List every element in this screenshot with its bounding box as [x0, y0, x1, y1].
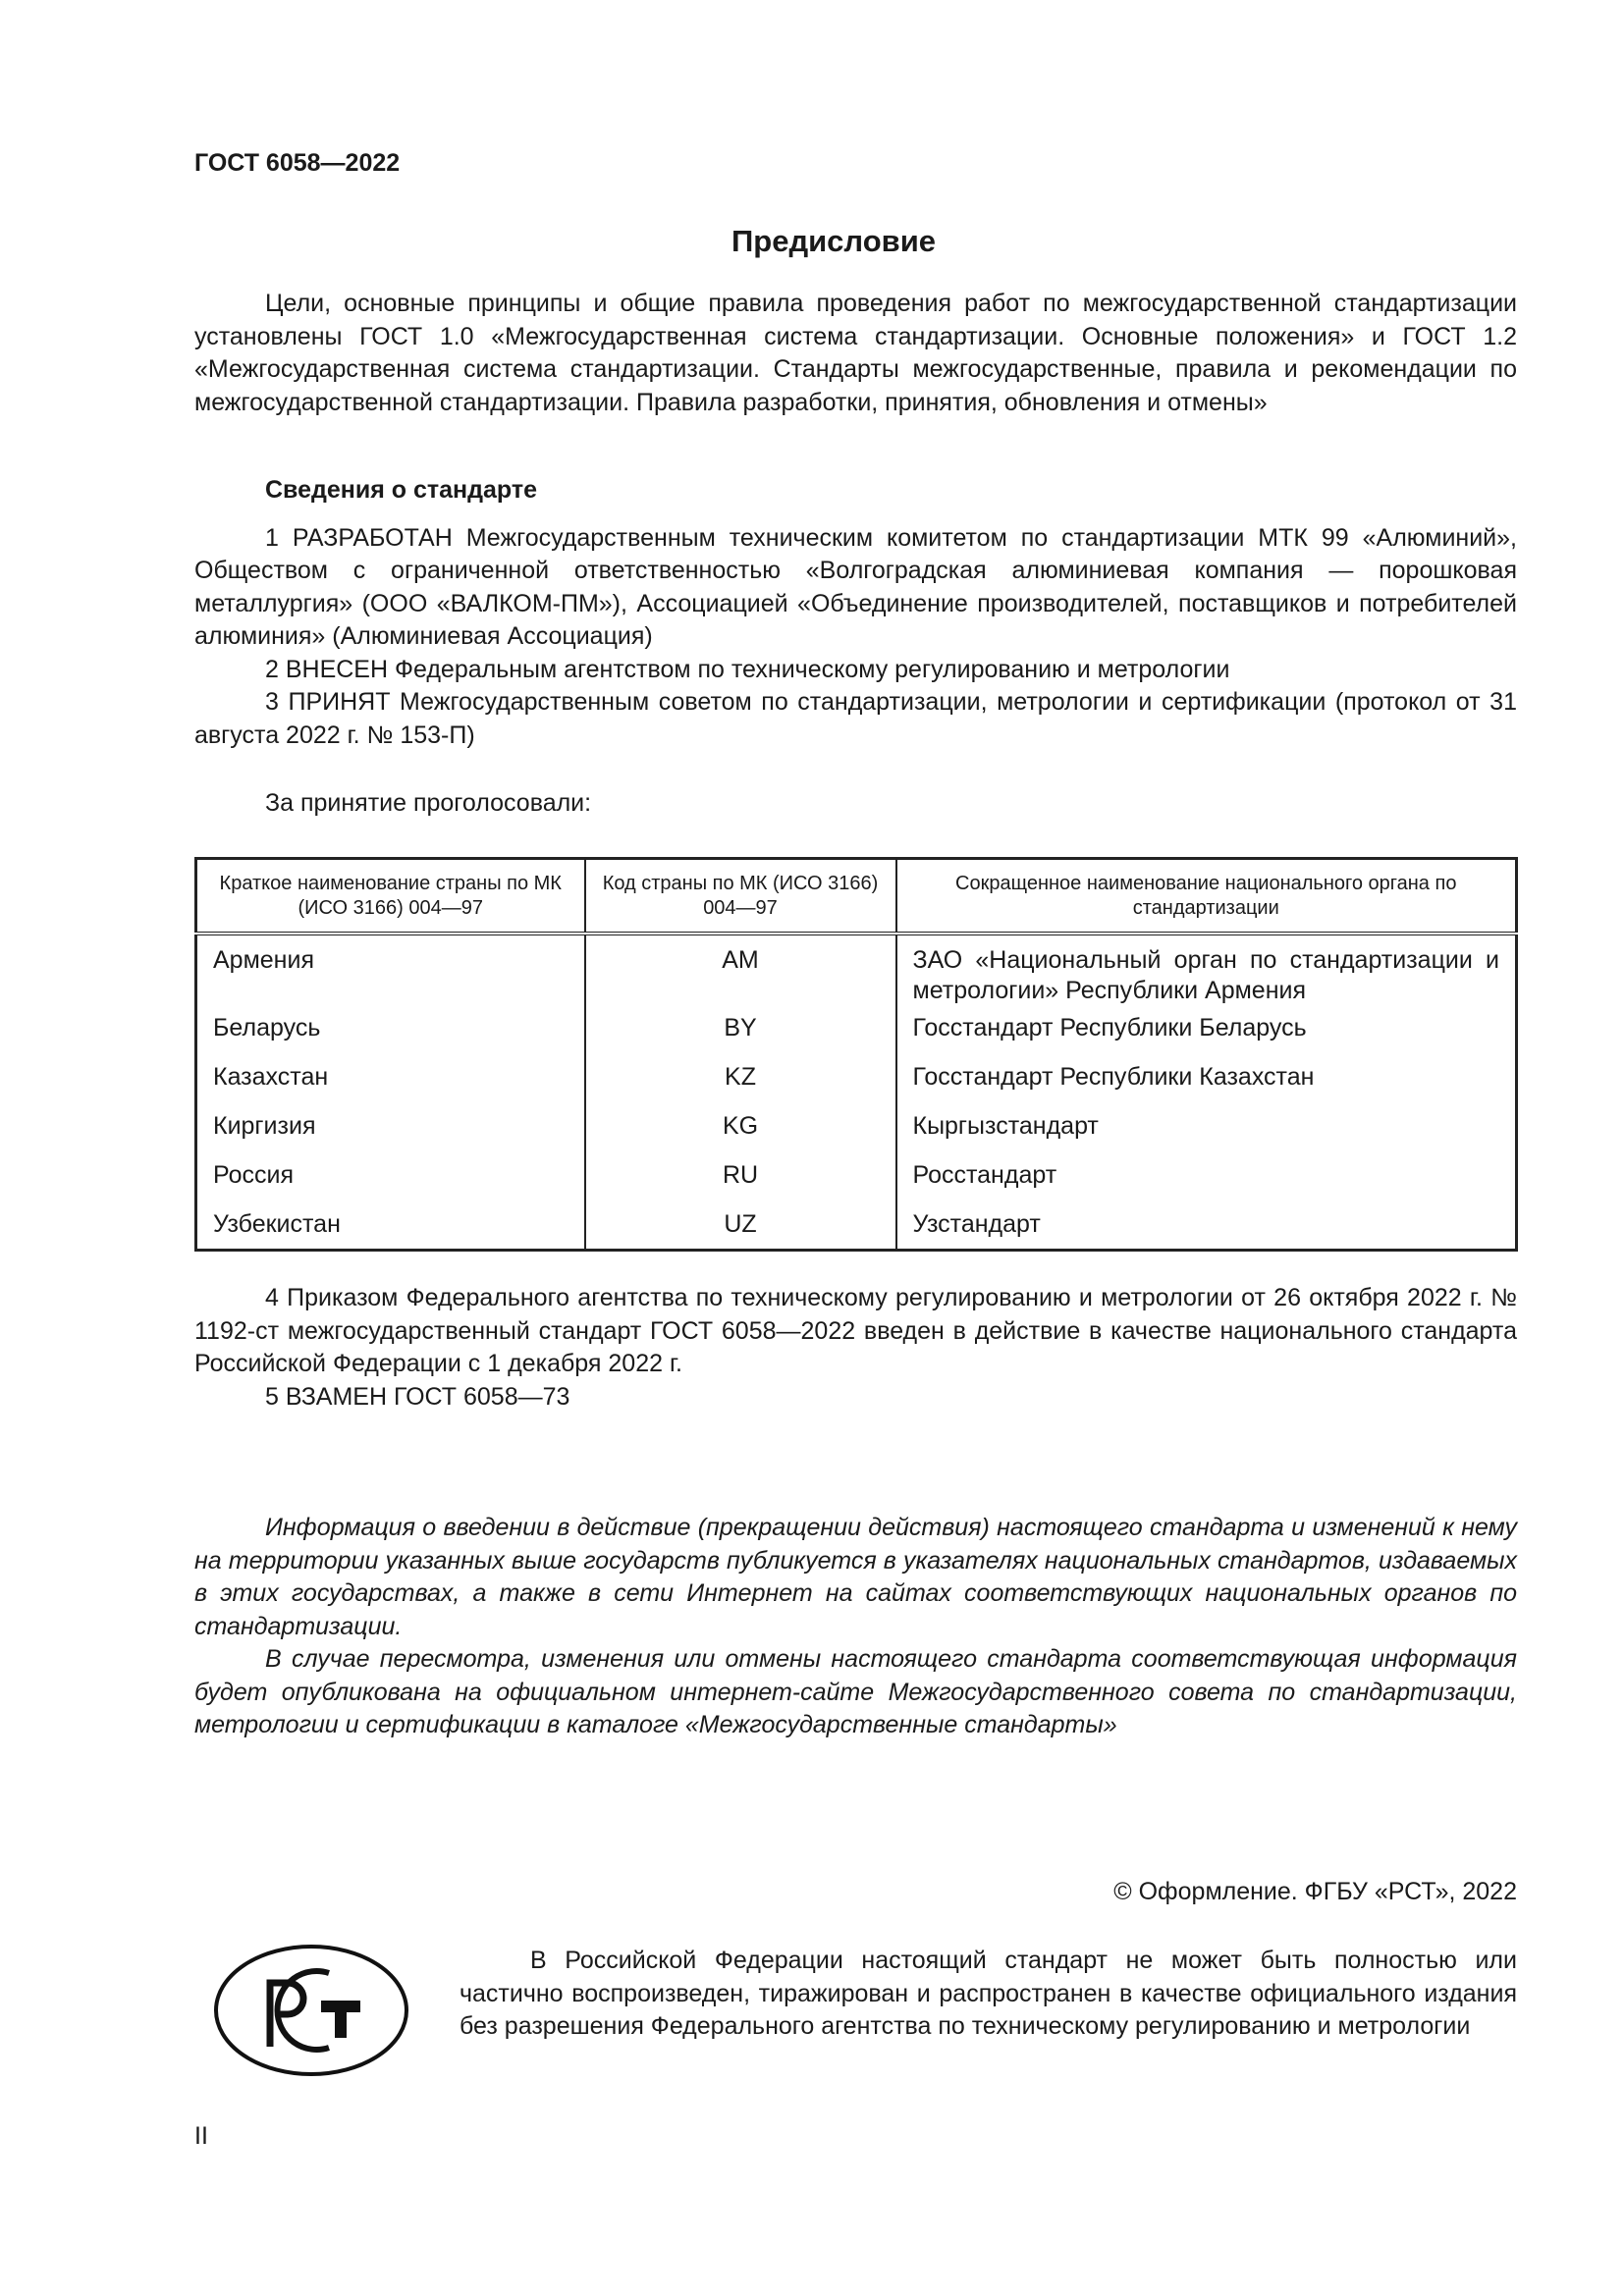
table-row: [196, 1111, 1517, 1160]
code-cell: AM: [585, 934, 896, 1013]
page-title: Предисловие: [731, 224, 936, 258]
vote-label: За принятие проголосовали:: [265, 789, 592, 817]
country-cell: Россия: [196, 1160, 585, 1209]
body-cell: ЗАО «Национальный орган по стандартизации и метрологии» Республики Армения: [912, 946, 1499, 1004]
intro-paragraph: Цели, основные принципы и общие правила проведения работ по межгосударственной стандартизации установлены ГОСТ 1.0 «Межгосударственная система стандартизации. Основные положения» и ГОСТ 1.2 «Межгосударственная система стандартизации. Стандарты межгосударственные, правила и рекомендации по межгосударственной стандартизации. Правила разработки, принятия, обновления и отмены»: [194, 290, 1517, 416]
table-row: [196, 1209, 1517, 1251]
country-cell: Армения: [196, 934, 585, 1013]
code-cell: KG: [585, 1111, 896, 1160]
country-cell: Узбекистан: [196, 1209, 585, 1251]
header-country: Краткое наименование страны по МК (ИСО 3166) 004—97: [196, 859, 585, 934]
rst-logo-icon: [213, 1944, 409, 2077]
voting-countries-table: [194, 857, 1518, 1252]
document-id: ГОСТ 6058—2022: [194, 149, 401, 177]
header-body: Сокращенное наименование национального органа по стандартизации: [955, 872, 1457, 919]
table-row: [196, 1160, 1517, 1209]
info-item-1: 1 РАЗРАБОТАН Межгосударственным техническим комитетом по стандартизации МТК 99 «Алюминий», Обществом с ограниченной ответственностью «Волгоградская алюминиевая компания — порошковая металлургия» (ООО «ВАЛКОМ-ПМ»), Ассоциацией «Объединение производителей, поставщиков и потребителей алюминия» (Алюминиевая Ассоциация): [194, 523, 1517, 650]
table-header-row: [196, 859, 1517, 934]
table-row: [196, 934, 1517, 1013]
header-code: Код страны по МК (ИСО 3166) 004—97: [585, 859, 896, 934]
section-heading: Сведения о стандарте: [265, 476, 538, 504]
body-cell: Кыргызстандарт: [912, 1112, 1099, 1140]
standard-info-section: [194, 474, 1517, 821]
page-number: II: [194, 2122, 208, 2150]
body-cell: Росстандарт: [912, 1161, 1057, 1189]
country-cell: Киргизия: [196, 1111, 585, 1160]
publication-info-paragraph: Информация о введении в действие (прекращении действия) настоящего стандарта и изменений к нему на территории указанных выше государств публикуется в указателях национальных стандартов, издаваемых в этих государствах, а также в сети Интернет на сайтах соответствующих национальных органов по стандартизации.: [194, 1514, 1517, 1640]
info-item-3: 3 ПРИНЯТ Межгосударственным советом по стандартизации, метрологии и сертификации (протокол от 31 августа 2022 г. № 153-П): [194, 688, 1517, 749]
reproduction-notice-text: В Российской Федерации настоящий стандарт не может быть полностью или частично воспроизведен, тиражирован и распространен в качестве официального издания без разрешения Федерального агентства по техническому регулированию и метрологии: [460, 1947, 1517, 2040]
code-cell: RU: [585, 1160, 896, 1209]
body-cell: Госстандарт Республики Беларусь: [912, 1014, 1307, 1041]
code-cell: UZ: [585, 1209, 896, 1251]
reproduction-notice: [460, 1945, 1517, 2044]
revision-info-paragraph: В случае пересмотра, изменения или отмены настоящего стандарта соответствующая информация будет опубликована на официальном интернет-сайте Межгосударственного совета по стандартизации, метрологии и сертификации в каталоге «Межгосударственные стандарты»: [194, 1645, 1517, 1738]
info-item-2: 2 ВНЕСЕН Федеральным агентством по техническому регулированию и метрологии: [265, 655, 1230, 683]
body-cell: Узстандарт: [912, 1210, 1041, 1238]
code-cell: KZ: [585, 1062, 896, 1111]
publication-info: [194, 1512, 1517, 1742]
intro-section: [194, 288, 1517, 419]
country-cell: Беларусь: [196, 1013, 585, 1062]
adoption-section: [194, 1282, 1517, 1414]
copyright: © Оформление. ФГБУ «РСТ», 2022: [1113, 1878, 1517, 1905]
table-row: [196, 1062, 1517, 1111]
code-cell: BY: [585, 1013, 896, 1062]
body-cell: Госстандарт Республики Казахстан: [912, 1063, 1315, 1091]
country-cell: Казахстан: [196, 1062, 585, 1111]
info-item-4: 4 Приказом Федерального агентства по техническому регулированию и метрологии от 26 октября 2022 г. № 1192-ст межгосударственный стандарт ГОСТ 6058—2022 введен в действие в качестве национального стандарта Российской Федерации с 1 декабря 2022 г.: [194, 1284, 1517, 1377]
info-item-5: 5 ВЗАМЕН ГОСТ 6058—73: [265, 1382, 570, 1411]
table-row: [196, 1013, 1517, 1062]
